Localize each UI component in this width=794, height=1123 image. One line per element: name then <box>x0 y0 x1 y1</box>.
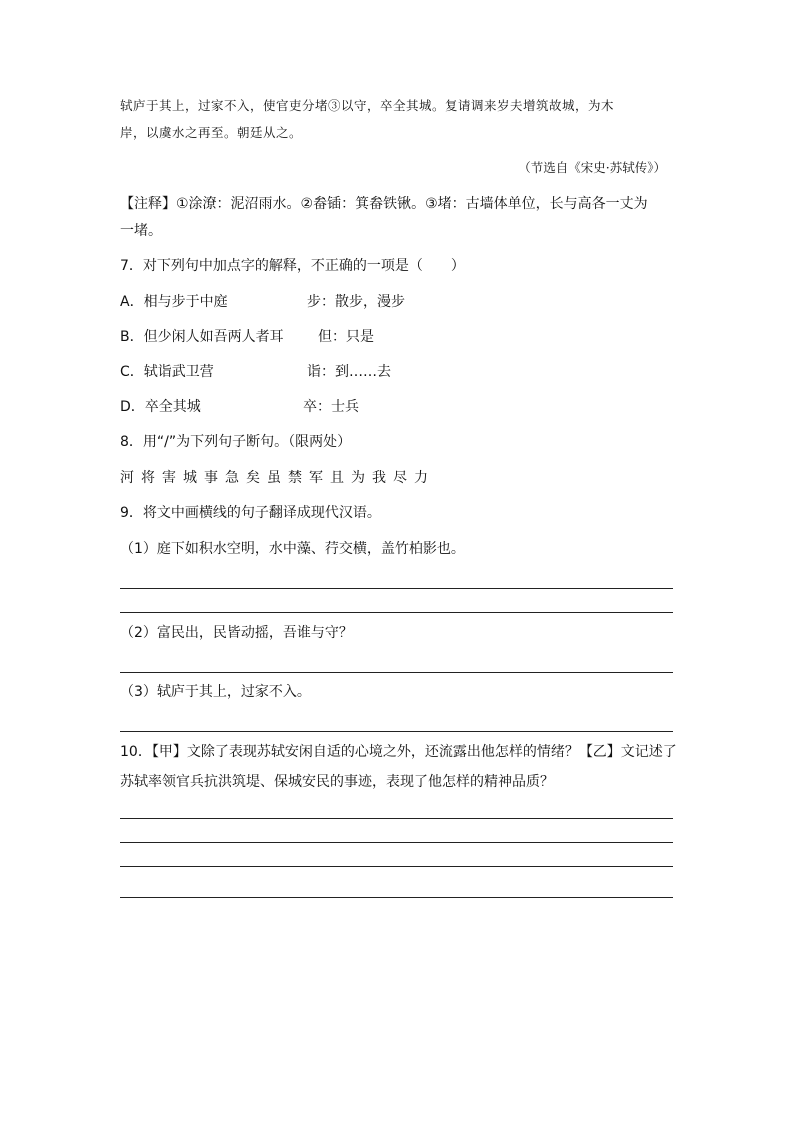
passage-line-2: 岸，以虞水之再至。朝廷从之。 <box>120 125 303 140</box>
q7-option-c-gloss: 诣：到……去 <box>307 364 391 380</box>
q7-option-d-label: D．卒全其城 <box>120 399 201 415</box>
q9-item-1: （1）庭下如积水空明，水中藻、荇交横，盖竹柏影也。 <box>120 541 465 557</box>
q7-option-d <box>120 398 201 416</box>
answer-line[interactable] <box>120 672 673 673</box>
q10-line-1: 10．【甲】文除了表现苏轼安闲自适的心境之外，还流露出他怎样的情绪？【乙】文记述了 <box>120 744 677 760</box>
answer-line[interactable] <box>120 866 673 867</box>
answer-line[interactable] <box>120 842 673 843</box>
q9-item-2: （2）富民出，民皆动摇，吾谁与守？ <box>120 625 353 641</box>
q7-option-c-label: C．轼诣武卫营 <box>120 364 214 380</box>
q7-option-b <box>120 328 284 346</box>
q7-option-a-label: A．相与步于中庭 <box>120 294 228 310</box>
q7-option-d-gloss: 卒：士兵 <box>303 399 359 415</box>
q10-line-2: 苏轼率领官兵抗洪筑堤、保城安民的事迹，表现了他怎样的精神品质？ <box>120 774 554 790</box>
q9-stem: 9．将文中画横线的句子翻译成现代汉语。 <box>120 505 381 521</box>
passage-source: （节选自《宋史·苏轼传》） <box>518 160 666 175</box>
q7-option-b-label: B．但少闲人如吾两人者耳 <box>120 329 284 345</box>
q8-sentence: 河将害城事急矣虽禁军且为我尽力 <box>120 470 435 486</box>
q7-option-a-gloss: 步：散步，漫步 <box>307 294 405 310</box>
q9-item-3: （3）轼庐于其上，过家不入。 <box>120 684 311 700</box>
answer-line[interactable] <box>120 612 673 613</box>
answer-line[interactable] <box>120 731 673 732</box>
q7-stem: 7．对下列句中加点字的解释，不正确的一项是（ ） <box>120 258 465 274</box>
notes-line-1: 【注释】①涂潦：泥沼雨水。②畚锸：箕畚铁锹。③堵：古墙体单位，长与高各一丈为 <box>120 196 648 212</box>
q7-option-b-gloss: 但：只是 <box>318 329 374 345</box>
answer-line[interactable] <box>120 588 673 589</box>
notes-line-2: 一堵。 <box>120 223 162 239</box>
answer-line[interactable] <box>120 818 673 819</box>
q7-option-c <box>120 363 214 381</box>
passage-line-1: 轼庐于其上，过家不入，使官吏分堵③以守，卒全其城。复请调来岁夫增筑故城，为木 <box>120 98 615 113</box>
q8-stem: 8．用“/”为下列句子断句。（限两处） <box>120 434 352 450</box>
answer-line[interactable] <box>120 897 673 898</box>
q7-option-a <box>120 293 228 311</box>
